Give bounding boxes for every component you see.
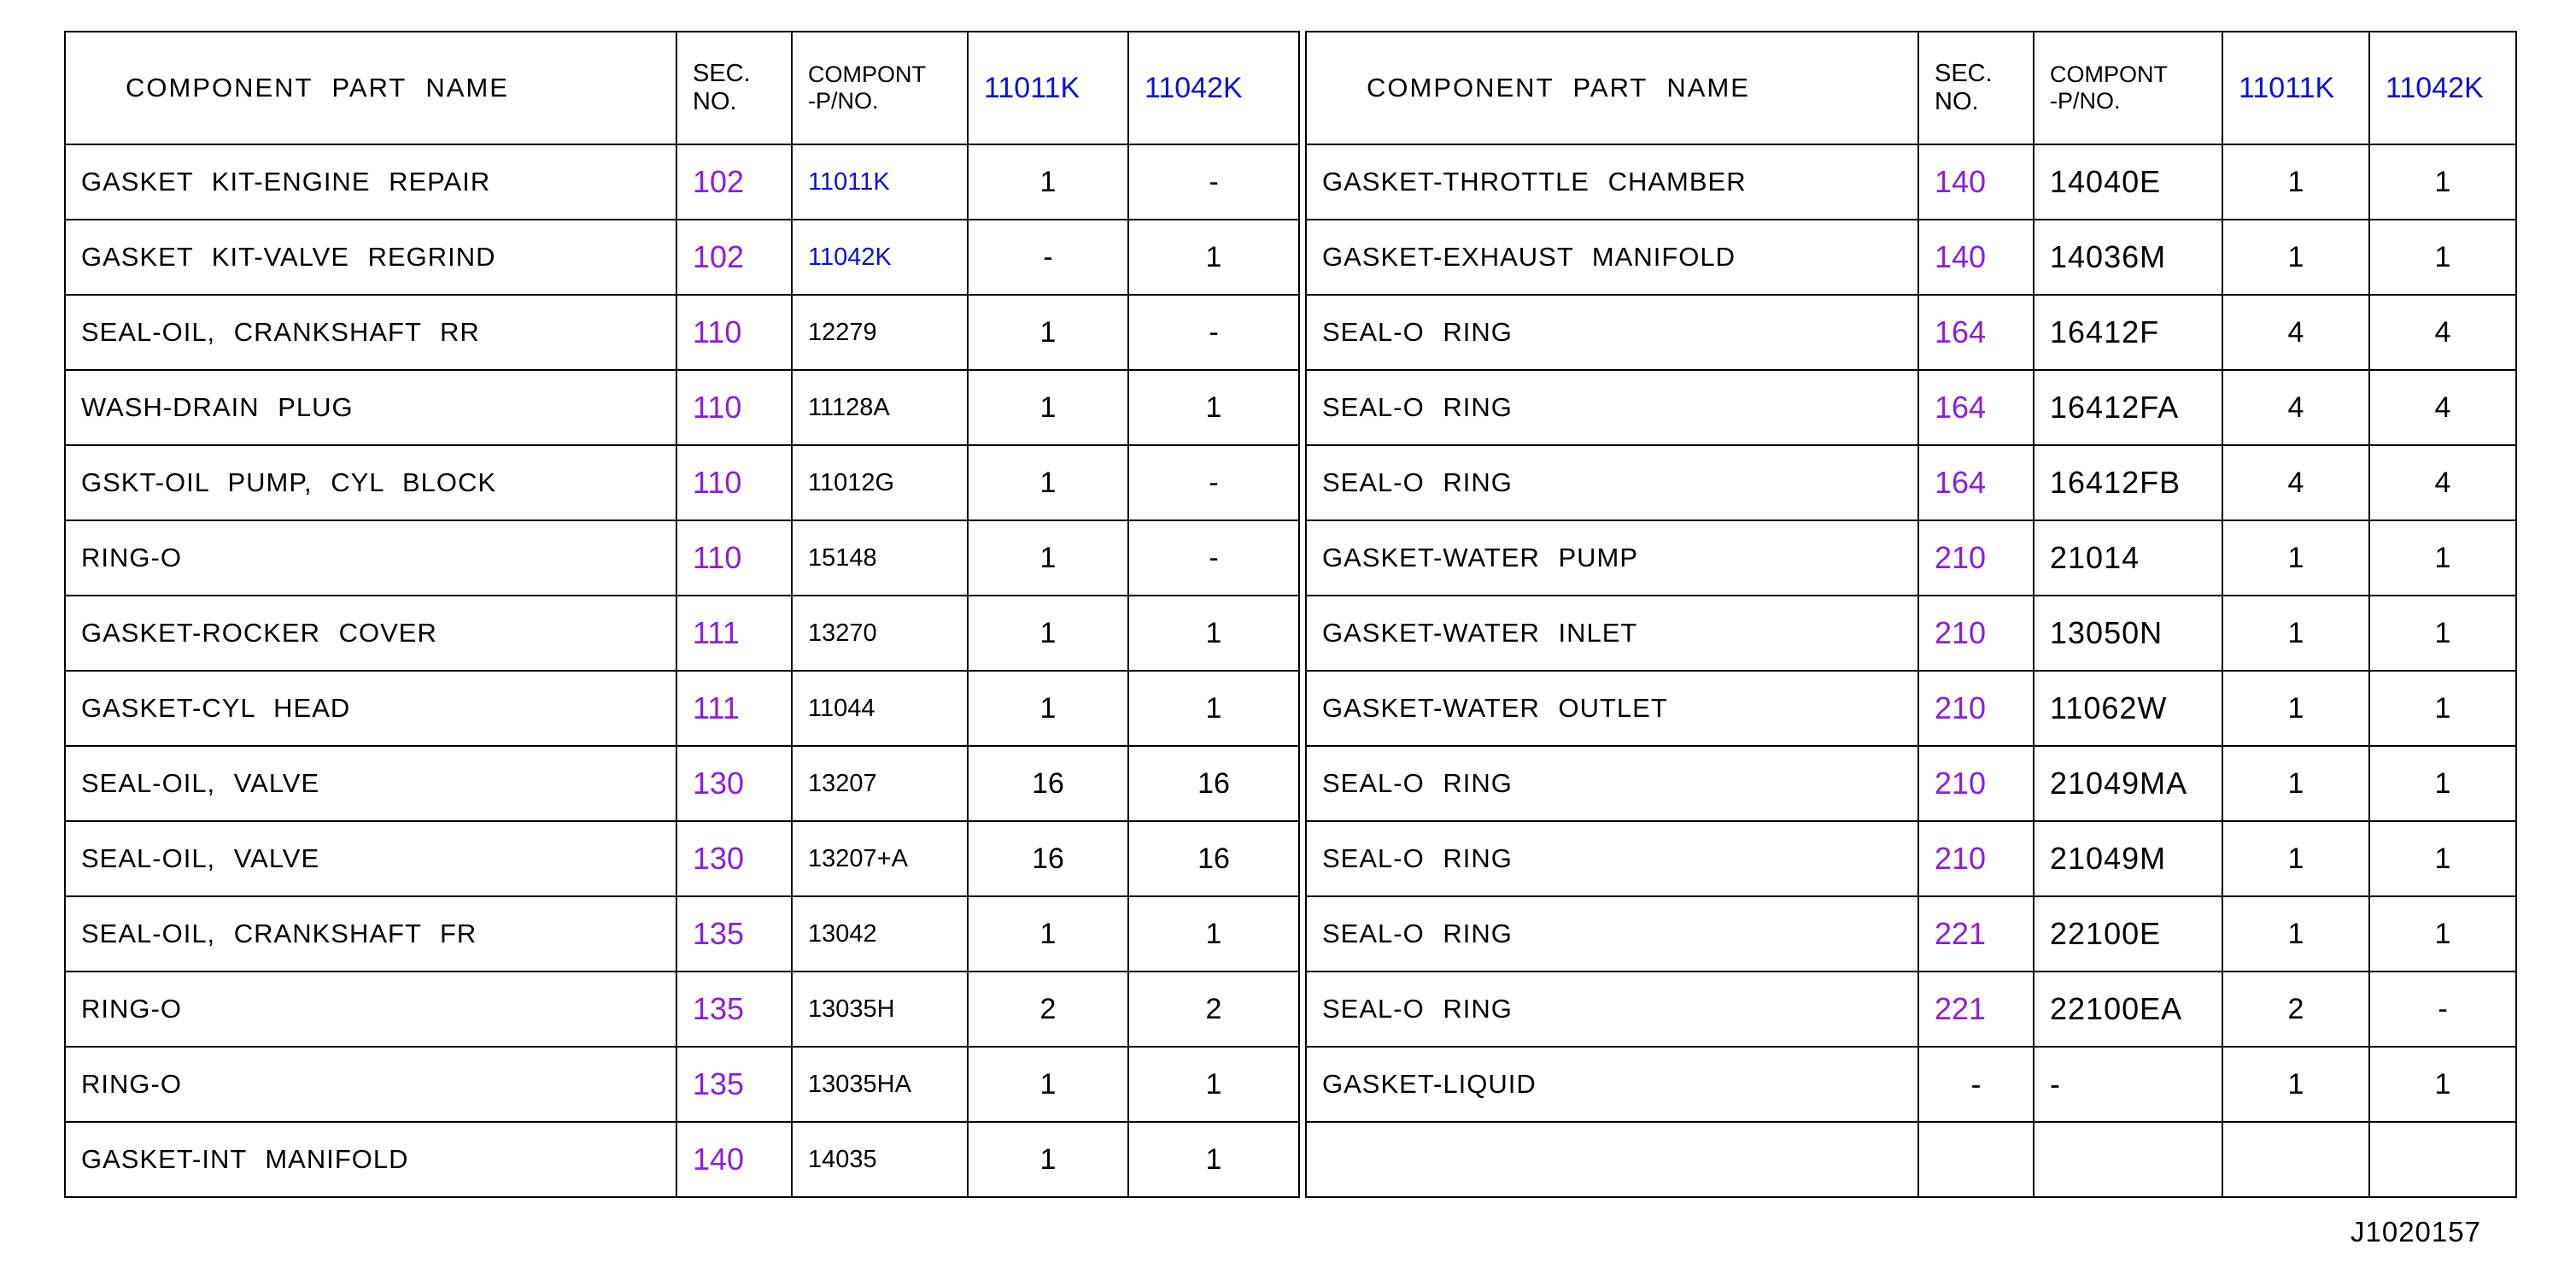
section-number-cell: 135	[676, 1047, 792, 1122]
qty-11011k-cell: 1	[968, 1047, 1128, 1122]
part-name-cell: SEAL-O RING	[1306, 445, 1918, 520]
qty-11042k-cell: -	[1128, 144, 1299, 220]
qty-11042k-cell: 1	[2369, 671, 2516, 746]
part-number-cell: 13270	[792, 596, 968, 671]
part-name-cell: SEAL-O RING	[1306, 295, 1918, 370]
part-name-cell: SEAL-O RING	[1306, 821, 1918, 896]
table-row	[1306, 1122, 2516, 1197]
section-number-cell	[1918, 1122, 2034, 1197]
table-row	[1306, 896, 2516, 972]
qty-11011k-cell: 1	[2222, 821, 2369, 896]
qty-11042k-cell	[2369, 1122, 2516, 1197]
part-name-cell: SEAL-OIL, CRANKSHAFT FR	[65, 896, 676, 972]
qty-11011k-cell	[2222, 1122, 2369, 1197]
qty-11011k-cell: 16	[968, 821, 1128, 896]
qty-11042k-cell: 4	[2369, 370, 2516, 445]
right-parts-table	[1305, 31, 2517, 1198]
section-number-cell: 164	[1918, 370, 2034, 445]
qty-11011k-cell: 1	[968, 596, 1128, 671]
table-row	[1306, 821, 2516, 896]
qty-11042k-cell: -	[2369, 972, 2516, 1047]
qty-11011k-cell: 1	[2222, 746, 2369, 821]
qty-11011k-cell: -	[968, 220, 1128, 295]
part-name-cell: RING-O	[65, 1047, 676, 1122]
table-row	[65, 972, 1299, 1047]
part-name-cell: SEAL-OIL, VALVE	[65, 746, 676, 821]
section-number-cell: 140	[1918, 220, 2034, 295]
qty-11042k-cell: 1	[1128, 671, 1299, 746]
table-row	[65, 671, 1299, 746]
part-name-cell: WASH-DRAIN PLUG	[65, 370, 676, 445]
part-name-cell: RING-O	[65, 972, 676, 1047]
part-name-cell	[1306, 1122, 1918, 1197]
kit-11011k-header: 11011K	[968, 32, 1128, 144]
qty-11011k-cell: 1	[968, 295, 1128, 370]
qty-11011k-cell: 1	[968, 445, 1128, 520]
qty-11042k-cell: 1	[2369, 144, 2516, 220]
table-row	[65, 1047, 1299, 1122]
part-name-cell: GASKET KIT-VALVE REGRIND	[65, 220, 676, 295]
qty-11042k-cell: 1	[2369, 746, 2516, 821]
qty-11042k-cell: 4	[2369, 295, 2516, 370]
section-number-cell: 135	[676, 972, 792, 1047]
section-number-cell: 210	[1918, 520, 2034, 596]
qty-11011k-cell: 4	[2222, 445, 2369, 520]
section-number-cell: 221	[1918, 896, 2034, 972]
section-number-cell: 110	[676, 445, 792, 520]
qty-11042k-cell: 1	[1128, 370, 1299, 445]
qty-11042k-cell: 1	[2369, 520, 2516, 596]
section-number-cell: 164	[1918, 295, 2034, 370]
part-number-cell: 21049MA	[2034, 746, 2222, 821]
qty-11042k-cell: 2	[1128, 972, 1299, 1047]
kit-11011k-header: 11011K	[2222, 32, 2369, 144]
part-number-cell: 14036M	[2034, 220, 2222, 295]
qty-11011k-cell: 16	[968, 746, 1128, 821]
table-row	[1306, 144, 2516, 220]
qty-11011k-cell: 4	[2222, 370, 2369, 445]
part-number-cell: 11012G	[792, 445, 968, 520]
qty-11042k-cell: 1	[2369, 1047, 2516, 1122]
part-name-cell: GASKET-INT MANIFOLD	[65, 1122, 676, 1197]
section-number-cell: 210	[1918, 821, 2034, 896]
qty-11042k-cell: 1	[1128, 1047, 1299, 1122]
part-number-cell: 11128A	[792, 370, 968, 445]
part-name-cell: GASKET-LIQUID	[1306, 1047, 1918, 1122]
part-number-cell: 13042	[792, 896, 968, 972]
part-number-cell: 21014	[2034, 520, 2222, 596]
part-name-cell: GASKET-WATER INLET	[1306, 596, 1918, 671]
section-number-cell: 140	[676, 1122, 792, 1197]
qty-11042k-cell: -	[1128, 520, 1299, 596]
part-name-cell: GASKET-WATER OUTLET	[1306, 671, 1918, 746]
part-name-cell: GASKET-ROCKER COVER	[65, 596, 676, 671]
table-row	[65, 144, 1299, 220]
qty-11011k-cell: 2	[2222, 972, 2369, 1047]
component-part-number-header: COMPONT -P/NO.	[792, 32, 968, 144]
qty-11042k-cell: 1	[1128, 896, 1299, 972]
qty-11011k-cell: 1	[2222, 144, 2369, 220]
parts-table-sheet	[64, 31, 2514, 1196]
right-table-body	[1306, 144, 2516, 1197]
part-name-cell: SEAL-OIL, CRANKSHAFT RR	[65, 295, 676, 370]
section-number-cell: -	[1918, 1047, 2034, 1122]
part-name-cell: SEAL-O RING	[1306, 972, 1918, 1047]
section-number-cell: 135	[676, 896, 792, 972]
table-row	[65, 370, 1299, 445]
part-number-cell: 13207+A	[792, 821, 968, 896]
qty-11011k-cell: 1	[2222, 671, 2369, 746]
section-number-header: SEC. NO.	[676, 32, 792, 144]
qty-11042k-cell: 1	[1128, 1122, 1299, 1197]
table-row	[65, 896, 1299, 972]
qty-11042k-cell: 16	[1128, 821, 1299, 896]
part-number-cell: 15148	[792, 520, 968, 596]
qty-11011k-cell: 1	[2222, 896, 2369, 972]
qty-11042k-cell: -	[1128, 295, 1299, 370]
part-name-cell: GASKET-WATER PUMP	[1306, 520, 1918, 596]
table-row	[1306, 520, 2516, 596]
part-number-cell: 14040E	[2034, 144, 2222, 220]
part-name-cell: SEAL-O RING	[1306, 896, 1918, 972]
table-row	[65, 220, 1299, 295]
qty-11011k-cell: 1	[968, 1122, 1128, 1197]
figure-id: J1020157	[2351, 1216, 2481, 1247]
table-row	[65, 821, 1299, 896]
part-name-cell: SEAL-OIL, VALVE	[65, 821, 676, 896]
table-row	[65, 1122, 1299, 1197]
qty-11011k-cell: 2	[968, 972, 1128, 1047]
qty-11042k-cell: 1	[1128, 220, 1299, 295]
qty-11042k-cell: 1	[1128, 596, 1299, 671]
part-number-cell: 12279	[792, 295, 968, 370]
part-number-cell: 11062W	[2034, 671, 2222, 746]
table-row	[65, 295, 1299, 370]
part-number-cell: 16412FA	[2034, 370, 2222, 445]
part-number-cell	[2034, 1122, 2222, 1197]
part-number-cell: 16412FB	[2034, 445, 2222, 520]
kit-11042k-header: 11042K	[1128, 32, 1299, 144]
table-row	[65, 520, 1299, 596]
qty-11042k-cell: -	[1128, 445, 1299, 520]
section-number-cell: 210	[1918, 746, 2034, 821]
part-number-cell: 16412F	[2034, 295, 2222, 370]
table-row	[1306, 220, 2516, 295]
component-part-name-header: COMPONENT PART NAME	[1306, 32, 1918, 144]
section-number-cell: 110	[676, 295, 792, 370]
section-number-header: SEC. NO.	[1918, 32, 2034, 144]
part-number-cell: 11042K	[792, 220, 968, 295]
part-number-cell: 11044	[792, 671, 968, 746]
qty-11042k-cell: 1	[2369, 821, 2516, 896]
part-number-cell: 14035	[792, 1122, 968, 1197]
table-row	[1306, 295, 2516, 370]
table-row	[1306, 671, 2516, 746]
qty-11042k-cell: 1	[2369, 596, 2516, 671]
part-name-cell: GASKET-CYL HEAD	[65, 671, 676, 746]
part-name-cell: GASKET-THROTTLE CHAMBER	[1306, 144, 1918, 220]
table-row	[1306, 370, 2516, 445]
table-row	[1306, 746, 2516, 821]
section-number-cell: 130	[676, 746, 792, 821]
part-name-cell: RING-O	[65, 520, 676, 596]
part-name-cell: GASKET KIT-ENGINE REPAIR	[65, 144, 676, 220]
table-row	[1306, 1047, 2516, 1122]
section-number-cell: 110	[676, 520, 792, 596]
section-number-cell: 111	[676, 671, 792, 746]
qty-11042k-cell: 1	[2369, 896, 2516, 972]
table-row	[65, 746, 1299, 821]
section-number-cell: 210	[1918, 671, 2034, 746]
left-header-row	[65, 32, 1299, 144]
qty-11011k-cell: 4	[2222, 295, 2369, 370]
part-number-cell: 11011K	[792, 144, 968, 220]
qty-11011k-cell: 1	[2222, 1047, 2369, 1122]
part-number-cell: 22100E	[2034, 896, 2222, 972]
part-name-cell: GASKET-EXHAUST MANIFOLD	[1306, 220, 1918, 295]
part-name-cell: GSKT-OIL PUMP, CYL BLOCK	[65, 445, 676, 520]
section-number-cell: 221	[1918, 972, 2034, 1047]
section-number-cell: 164	[1918, 445, 2034, 520]
part-number-cell: 13035HA	[792, 1047, 968, 1122]
part-number-cell: 13050N	[2034, 596, 2222, 671]
kit-11042k-header: 11042K	[2369, 32, 2516, 144]
left-table-body	[65, 144, 1299, 1197]
part-number-cell: 21049M	[2034, 821, 2222, 896]
part-number-cell: -	[2034, 1047, 2222, 1122]
qty-11011k-cell: 1	[2222, 220, 2369, 295]
component-part-name-header: COMPONENT PART NAME	[65, 32, 676, 144]
section-number-cell: 102	[676, 144, 792, 220]
table-row	[1306, 445, 2516, 520]
component-part-number-header: COMPONT -P/NO.	[2034, 32, 2222, 144]
section-number-cell: 110	[676, 370, 792, 445]
right-header-row	[1306, 32, 2516, 144]
table-row	[1306, 972, 2516, 1047]
part-number-cell: 13035H	[792, 972, 968, 1047]
section-number-cell: 210	[1918, 596, 2034, 671]
qty-11011k-cell: 1	[2222, 596, 2369, 671]
qty-11011k-cell: 1	[968, 370, 1128, 445]
table-row	[1306, 596, 2516, 671]
qty-11042k-cell: 1	[2369, 220, 2516, 295]
qty-11011k-cell: 1	[968, 896, 1128, 972]
qty-11011k-cell: 1	[968, 144, 1128, 220]
qty-11042k-cell: 4	[2369, 445, 2516, 520]
section-number-cell: 130	[676, 821, 792, 896]
table-row	[65, 596, 1299, 671]
section-number-cell: 102	[676, 220, 792, 295]
left-parts-table	[64, 31, 1300, 1198]
part-number-cell: 13207	[792, 746, 968, 821]
table-row	[65, 445, 1299, 520]
qty-11011k-cell: 1	[968, 520, 1128, 596]
section-number-cell: 140	[1918, 144, 2034, 220]
part-name-cell: SEAL-O RING	[1306, 370, 1918, 445]
part-number-cell: 22100EA	[2034, 972, 2222, 1047]
section-number-cell: 111	[676, 596, 792, 671]
qty-11011k-cell: 1	[2222, 520, 2369, 596]
qty-11011k-cell: 1	[968, 671, 1128, 746]
qty-11042k-cell: 16	[1128, 746, 1299, 821]
part-name-cell: SEAL-O RING	[1306, 746, 1918, 821]
